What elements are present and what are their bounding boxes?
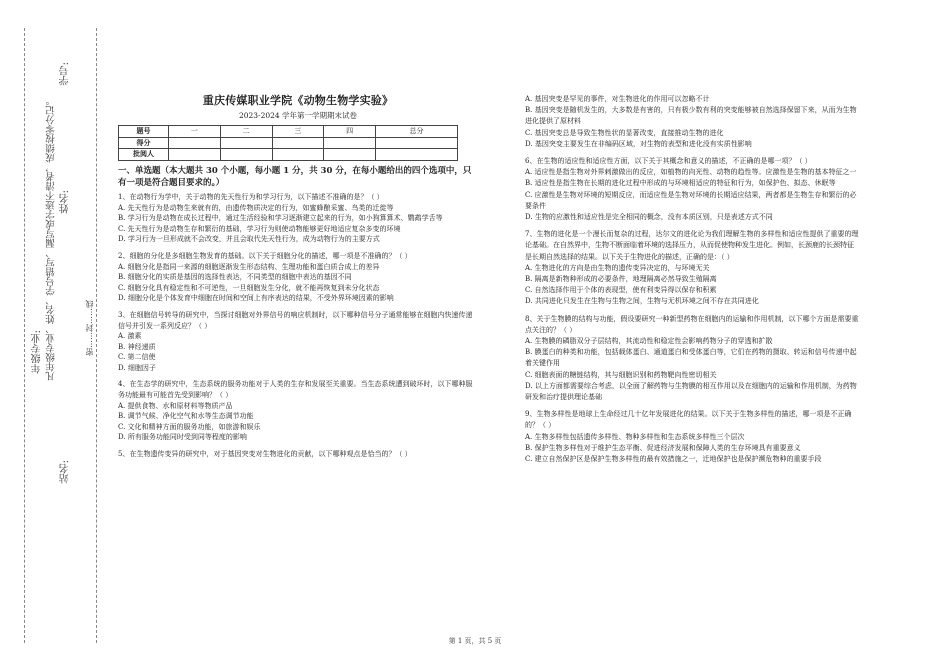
- answer-option: A. 生物进化的方向是由生物的遗传变异决定的，与环境无关: [525, 263, 710, 272]
- answer-option: D. 共同进化只发生在生物与生物之间，生物与无机环境之间不存在共同进化: [525, 297, 759, 306]
- seal-label: 密……封……线: [85, 300, 94, 356]
- margin-instruction: 凡年级专业、姓名、学号错写、漏写或字迹不清者，成绩按零分记。: [46, 96, 57, 381]
- score-cell: [324, 137, 376, 149]
- score-row: [119, 137, 458, 149]
- answer-option: B. 适应性是指生物在长期的进化过程中形成的与环境相适应的特征和行为，如保护色、拟态、休眠等: [525, 179, 836, 188]
- answer-option: A. 适应性是指生物对外界刺激做出的反应，如植物的向光性、动物的趋性等。应激性是生物的基本特征之一: [525, 168, 857, 177]
- answer-option: A. 生物膜的磷脂双分子层结构，其流动性和稳定性会影响药物分子的穿透和扩散: [525, 337, 773, 346]
- question-stem: 4、在生态学的研究中，生态系统的服务功能对于人类的生存和发展至关重要。当生态系统遭到破坏时，以下哪种服务功能最有可能首先受到影响？（ ）: [118, 380, 473, 400]
- question: [525, 94, 860, 150]
- answer-option: B. 膜蛋白的种类和功能，包括载体蛋白、通道蛋白和受体蛋白等，它们在药物的摄取、转运和信号传递中起着关键作用: [525, 348, 857, 368]
- question-stem: 7、生物的进化是一个漫长而复杂的过程，达尔文的进化论为我们理解生物的多样性和适应性提供了重要的理论基础。在自然界中，生物不断面临着环境的选择压力，从而促使物种发生进化。例如，长颈鹿的长颈特征是长期自然选择的结果。以下关于生物进化的描述，正确的是：（ ）: [525, 230, 859, 261]
- answer-option: C. 自然选择作用于个体的表现型，使有利变异得以保存和积累: [525, 286, 717, 295]
- answer-option: B. 保护生物多样性对于维护生态平衡、促进经济发展和保障人类的生存环境具有重要意义: [525, 443, 801, 452]
- answer-option: A. 基因突变是罕见的事件，对生物进化的作用可以忽略不计: [525, 95, 710, 103]
- answer-option: A. 激素: [118, 332, 142, 341]
- seal-line: [96, 28, 97, 643]
- answer-option: C. 建立自然保护区是保护生物多样性的最有效措施之一，迁地保护也是保护濒危物种的重要手段: [525, 455, 822, 464]
- answer-option: A. 提供食物、水和原材料等物质产品: [118, 401, 233, 410]
- question: [525, 314, 860, 404]
- cut-line: [24, 28, 25, 643]
- grader-cell: [169, 149, 221, 161]
- answer-option: B. 隔离是新物种形成的必要条件，地理隔离必然导致生殖隔离: [525, 275, 717, 284]
- grader-row: [119, 149, 458, 161]
- question: [118, 379, 478, 443]
- student-id-label: 学号:: [60, 62, 71, 86]
- binding-margin: [0, 0, 108, 672]
- answer-option: A. 细胞分化是指同一来源的细胞逐渐发生形态结构、生理功能和蛋白质合成上的差异: [118, 262, 380, 271]
- station-label: 站名:: [60, 460, 71, 484]
- name-label: 姓名:: [60, 190, 71, 214]
- answer-option: B. 神经递质: [118, 342, 156, 351]
- answer-option: D. 生物的应激性和适应性是完全相同的概念，没有本质区别，只是表述方式不同: [525, 213, 773, 222]
- question: [525, 409, 860, 465]
- grade-major-label: 年级专业:: [32, 330, 43, 374]
- answer-option: D. 以上方面都需要综合考虑，以全面了解药物与生物膜的相互作用以及在细胞内的运输和作用机制，为药物研发和治疗提供理论基础: [525, 381, 857, 402]
- answer-option: D. 基因突变主要发生在非编码区域，对生物的表型和进化没有实质性影响: [525, 139, 752, 148]
- score-cell: [220, 137, 272, 149]
- score-table-header: 一: [169, 126, 221, 138]
- score-table-header: 题号: [119, 126, 169, 138]
- section-heading: 一、单选题（本大题共 30 个小题，每小题 1 分，共 30 分，在每小题给出的四个选项中，只有一项是符合题目要求的。）: [118, 165, 472, 188]
- answer-option: B. 基因突变是随机发生的，大多数是有害的，只有极少数有利的突变能够被自然选择保留下来，从而为生物进化提供了原材料: [525, 106, 857, 126]
- question-stem: 8、关于生物膜的结构与功能，假设要研究一种新型药物在细胞内的运输和作用机制，以下哪个方面是需要重点关注的？（ ）: [525, 314, 859, 334]
- answer-option: C. 第二信使: [118, 353, 156, 362]
- question-stem: 9、生物多样性是地球上生命经过几十亿年发展进化的结果。以下关于生物多样性的描述，哪一项是不正确的？（ ）: [525, 410, 852, 430]
- grader-cell: [272, 149, 324, 161]
- answer-option: C. 基因突变总是导致生物性状的显著改变，直接推动生物的进化: [525, 128, 724, 137]
- question: [525, 229, 860, 307]
- answer-option: C. 文化和精神方面的服务功能，如旅游和娱乐: [118, 422, 261, 431]
- question-stem: 3、在细胞信号转导的研究中，当探讨细胞对外界信号的响应机制时，以下哪种信号分子通常能够在细胞内快速传递信号并引发一系列反应？（ ）: [118, 310, 473, 330]
- answer-option: D. 细胞分化是个体发育中细胞在时间和空间上有序表达的结果，不受外界环境因素的影响: [118, 294, 394, 303]
- exam-title: 重庆传媒职业学院《动物生物学实验》: [202, 94, 394, 107]
- left-column: [118, 96, 478, 466]
- right-question-list: [525, 94, 860, 465]
- answer-option: D. 学习行为一旦形成就不会改变，并且会取代先天性行为，成为动物行为的主要方式: [118, 235, 380, 244]
- answer-option: B. 细胞分化的实质是基因的选择性表达，不同类型的细胞中表达的基因不同: [118, 273, 352, 282]
- score-cell: [376, 137, 458, 149]
- score-cell: [169, 137, 221, 149]
- grader-cell: [376, 149, 458, 161]
- answer-option: C. 先天性行为是动物生存和繁衍的基础，学习行为则使动物能够更好地适应复杂多变的环境: [118, 224, 401, 233]
- answer-option: C. 细胞分化具有稳定性和不可逆性，一旦细胞发生分化，就不能再恢复到未分化状态: [118, 283, 380, 292]
- score-table-header: 总分: [376, 126, 458, 138]
- exam-subtitle: 2023-2024 学年第一学期期末试卷: [238, 110, 358, 120]
- question-stem: 6、在生物的适应性和适应性方面，以下关于其概念和意义的描述，不正确的是哪一项？（ ）: [525, 157, 812, 166]
- answer-option: B. 学习行为是动物在成长过程中，通过生活经验和学习逐渐建立起来的行为，如小狗算算术、鹦鹉学舌等: [118, 214, 443, 223]
- answer-option: C. 应激性是生物对环境的短期反应，而适应性是生物对环境的长期适应结果，两者都是生物生存和繁衍的必要条件: [525, 190, 857, 210]
- score-table-header-row: [119, 126, 458, 138]
- score-table-header: 二: [220, 126, 272, 138]
- page-number: 第 1 页，共 5 页: [448, 637, 502, 645]
- answer-option: D. 所有服务功能同时受到同等程度的影响: [118, 433, 247, 442]
- score-table-header: 四: [324, 126, 376, 138]
- score-row-label: 得分: [119, 137, 169, 149]
- answer-option: A. 生物多样性包括遗传多样性、物种多样性和生态系统多样性三个层次: [525, 432, 745, 441]
- answer-option: A. 先天性行为是动物生来就有的，由遗传物质决定的行为，如蜜蜂酿采蜜、鸟类的迁徙等: [118, 203, 394, 212]
- question: [118, 449, 478, 460]
- question-stem: 2、细胞的分化是多细胞生物发育的基础。以下关于细胞分化的描述，哪一项是不准确的？（ ）: [118, 251, 412, 260]
- grader-cell: [324, 149, 376, 161]
- answer-option: D. 细胞因子: [118, 363, 156, 372]
- grader-cell: [220, 149, 272, 161]
- question-stem: 1、在动物行为学中，关于动物的先天性行为和学习行为，以下描述不准确的是？（ ）: [118, 192, 384, 201]
- score-table: [118, 125, 458, 161]
- question: [118, 310, 478, 374]
- question: [118, 251, 478, 304]
- score-table-header: 三: [272, 126, 324, 138]
- answer-option: B. 调节气候、净化空气和水等生态调节功能: [118, 412, 254, 421]
- answer-option: C. 细胞表面的糖链结构，其与细胞识别和药物靶向性密切相关: [525, 370, 717, 379]
- grader-row-label: 批阅人: [119, 149, 169, 161]
- question: [525, 156, 860, 223]
- question: [118, 192, 478, 245]
- score-cell: [272, 137, 324, 149]
- question-stem: 5、在生物遗传变异的研究中，对于基因突变对生物进化的贡献，以下哪种观点是恰当的？（ ）: [118, 450, 412, 459]
- right-column: [525, 94, 860, 471]
- left-question-list: [118, 192, 478, 460]
